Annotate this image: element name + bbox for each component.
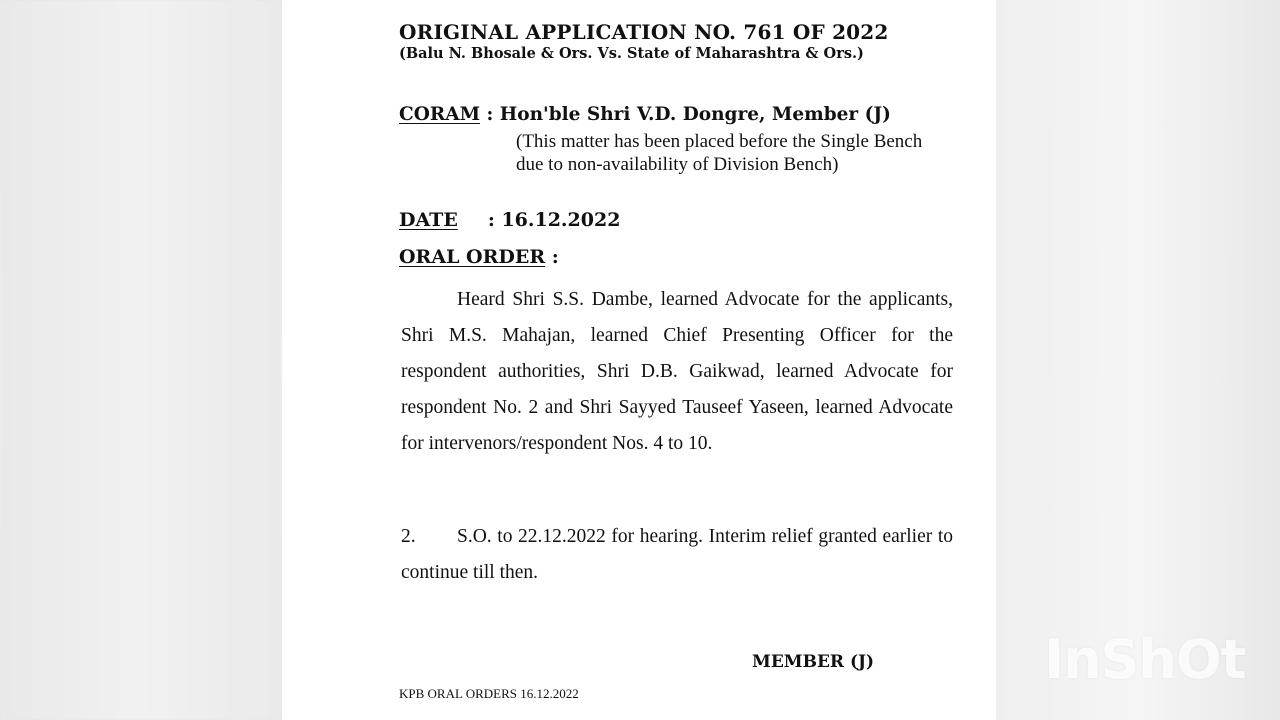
- coram-value: Hon'ble Shri V.D. Dongre, Member (J): [499, 104, 891, 125]
- blurred-background-right: [996, 0, 1280, 720]
- paragraph-number: 2.: [401, 526, 416, 547]
- date-line: [399, 209, 620, 231]
- document-page: [282, 0, 996, 720]
- case-parties: (Balu N. Bhosale & Ors. Vs. State of Maharashtra & Ors.): [399, 45, 864, 62]
- coram-separator: :: [480, 104, 500, 125]
- document-footer: KPB ORAL ORDERS 16.12.2022: [399, 686, 579, 701]
- date-value: : 16.12.2022: [487, 209, 621, 231]
- signatory: MEMBER (J): [752, 652, 875, 672]
- coram-line: [399, 104, 891, 125]
- inshot-watermark: InShOt: [1044, 628, 1246, 691]
- order-paragraph-2: [401, 519, 953, 591]
- coram-note: (This matter has been placed before the Single Bench due to non-availability of Division Bench): [516, 131, 923, 175]
- date-label: DATE: [399, 209, 458, 231]
- blurred-background-left: [0, 0, 282, 720]
- order-paragraph-1: [401, 282, 953, 462]
- order-paragraph-2-text: S.O. to 22.12.2022 for hearing. Interim relief granted earlier to continue till then.: [401, 526, 953, 583]
- oral-order-heading: [399, 246, 559, 268]
- oral-order-label: ORAL ORDER: [399, 246, 546, 268]
- oral-order-separator: :: [545, 246, 559, 268]
- coram-label: CORAM: [399, 104, 481, 125]
- order-paragraph-1-text: Heard Shri S.S. Dambe, learned Advocate for the applicants, Shri M.S. Mahajan, learned Chief Presenting Officer for the respondent authorities, Shri D.B. Gaikwad, learned Advocate for respondent No. 2 and Shri Sayyed Tauseef Yaseen, learned Advocate for intervenors/respondent Nos. 4 to 10.: [401, 289, 953, 454]
- document-title: ORIGINAL APPLICATION NO. 761 OF 2022: [399, 20, 889, 44]
